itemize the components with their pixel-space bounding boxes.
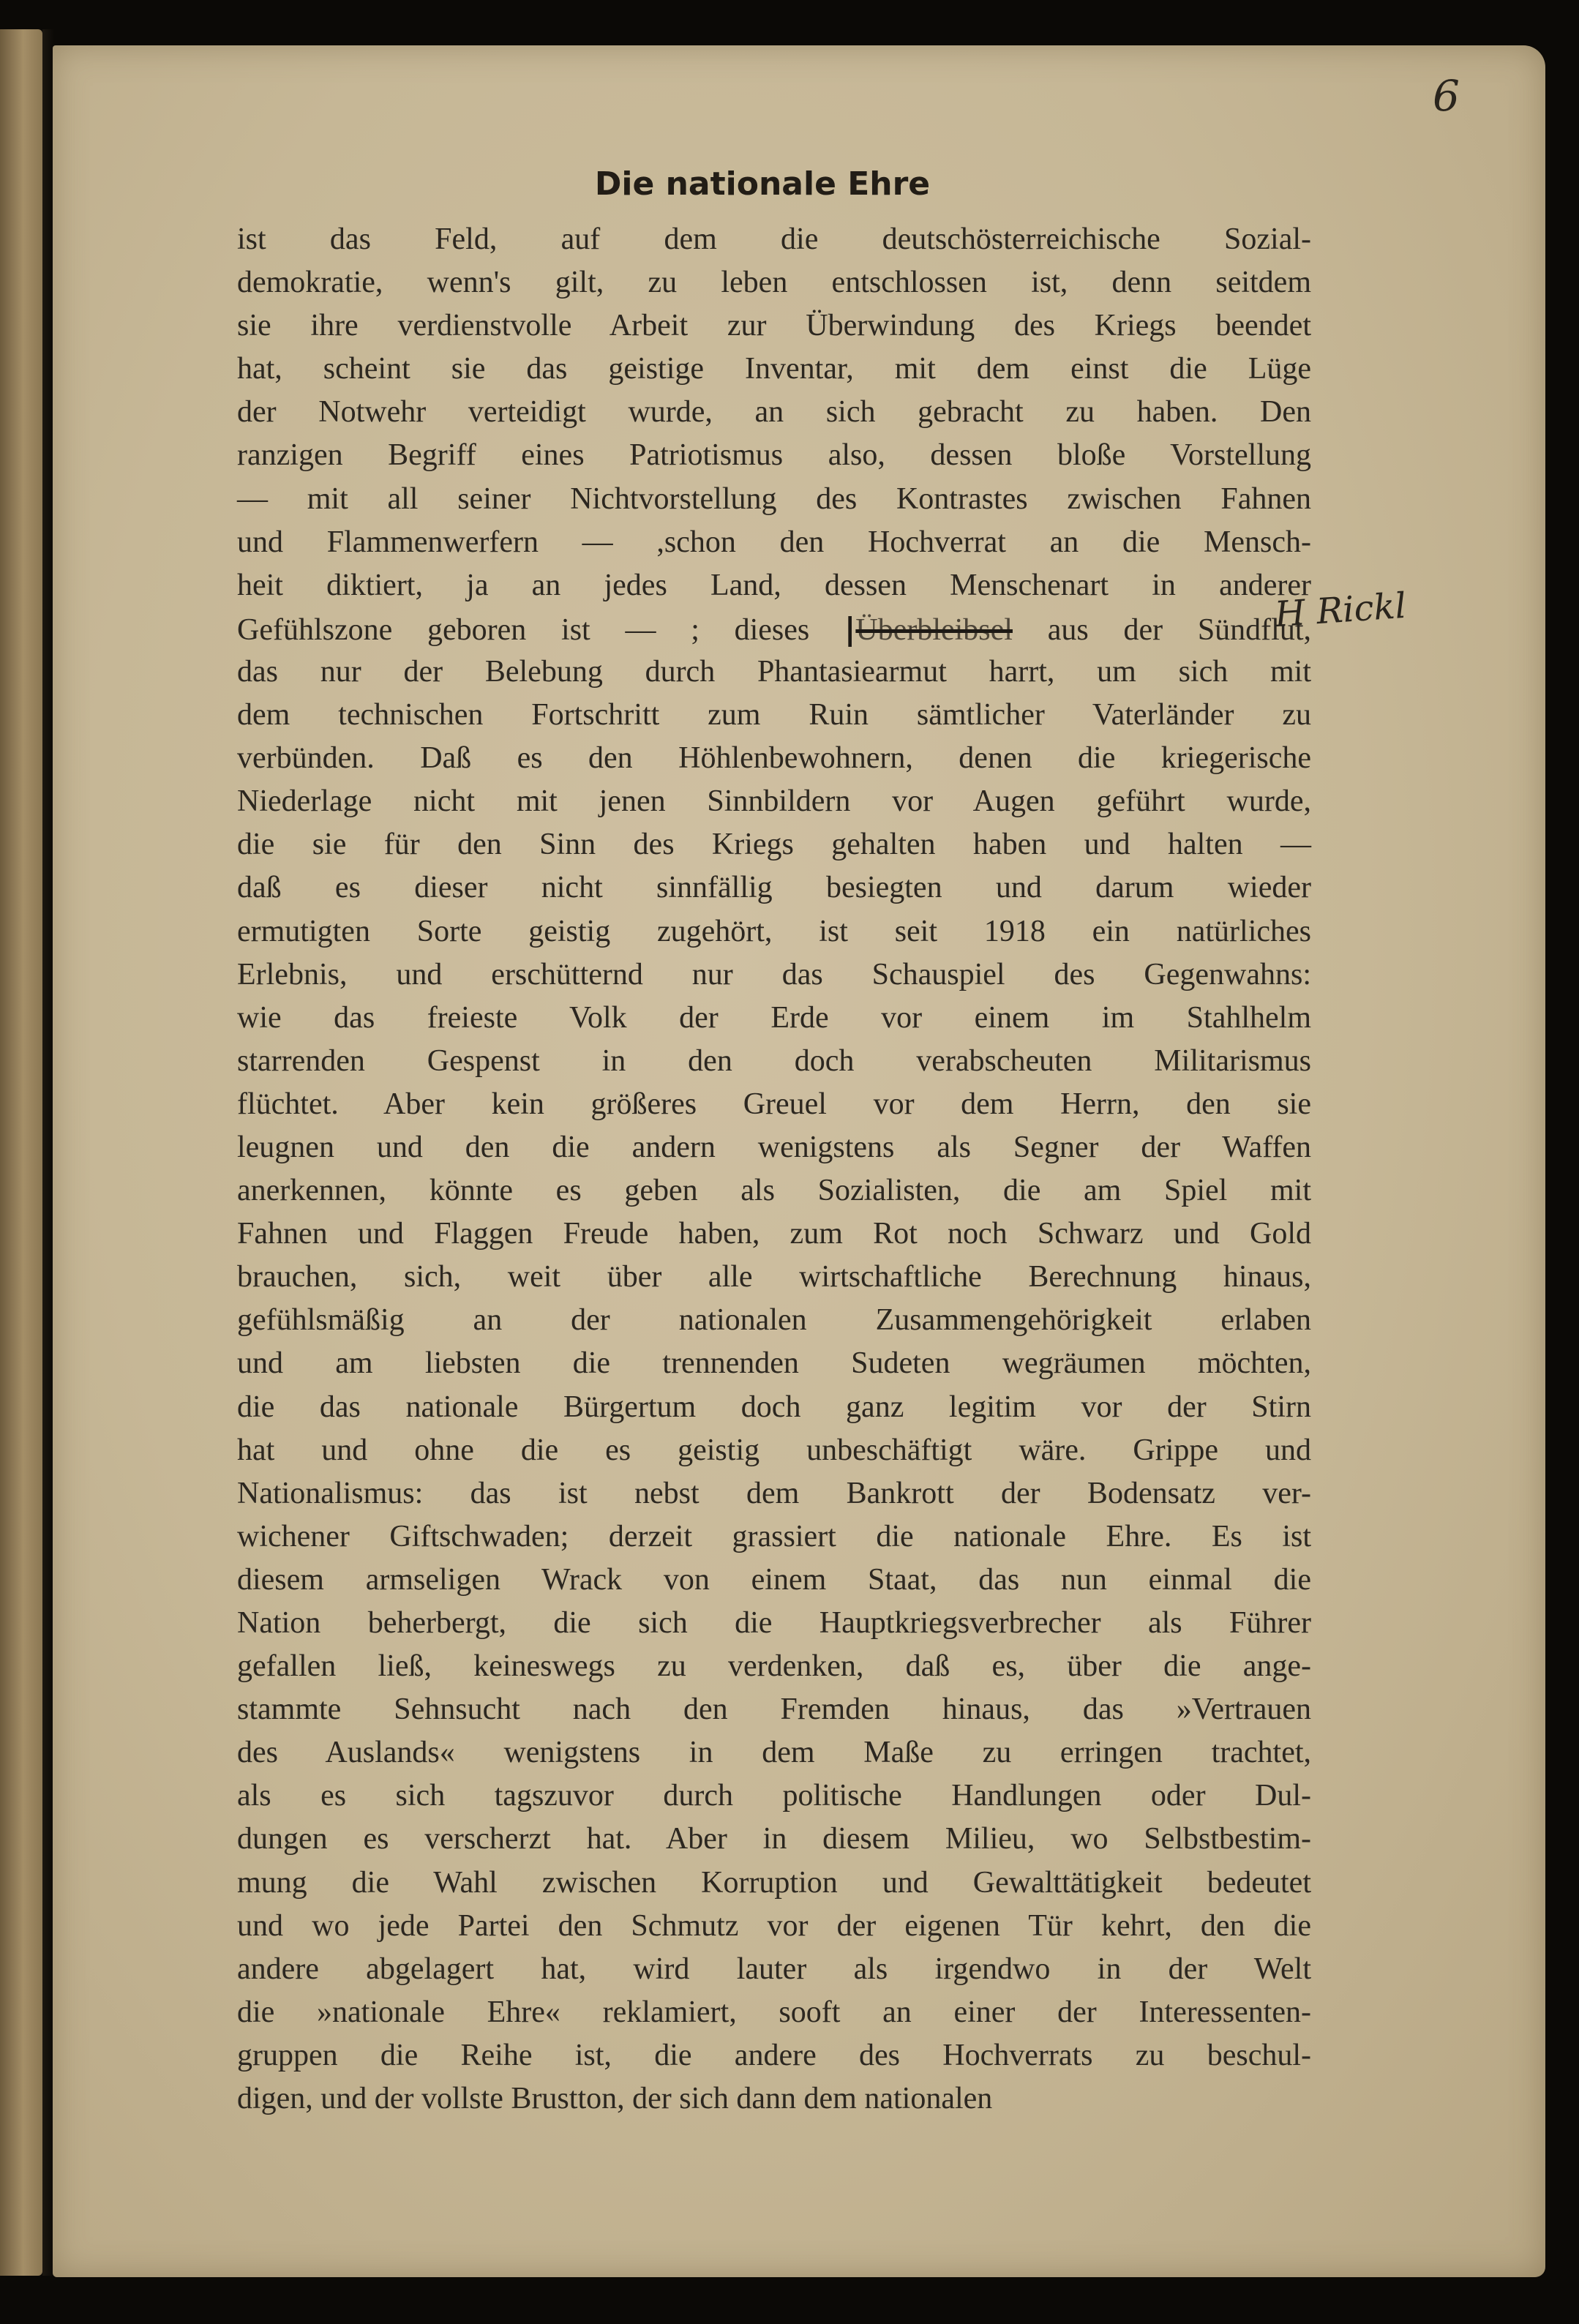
text-line: die sie für den Sinn des Kriegs gehalten haben und halten — [237, 828, 1311, 862]
text-line-with-correction [237, 607, 1311, 651]
text-line: Niederlage nicht mit jenen Sinnbildern vor Augen geführt wurde, [237, 784, 1311, 819]
line-text-after: aus der Sündflut, [1047, 612, 1311, 647]
text-line: stammte Sehnsucht nach den Fremden hinaus, das »Vertrauen [237, 1693, 1311, 1727]
text-line: demokratie, wenn's gilt, zu leben entschlossen ist, denn seitdem [237, 266, 1311, 300]
page-sheet [53, 45, 1545, 2277]
text-line: hat und ohne die es geistig unbeschäftigt wäre. Grippe und [237, 1433, 1311, 1467]
insertion-mark: | [844, 610, 856, 647]
page-heading: Die nationale Ehre [594, 165, 931, 203]
text-line: verbünden. Daß es den Höhlenbewohnern, denen die kriegerische [237, 741, 1311, 776]
text-line: diesem armseligen Wrack von einem Staat, das nun einmal die [237, 1562, 1311, 1597]
text-line: das nur der Belebung durch Phantasiearmut harrt, um sich mit [237, 654, 1311, 689]
text-line: ist das Feld, auf dem die deutschösterreichische Sozial- [237, 222, 1311, 256]
text-line: und wo jede Partei den Schmutz vor der eigenen Tür kehrt, den die [237, 1908, 1311, 1943]
line-text-before: Gefühlszone geboren ist — ; dieses [237, 612, 810, 647]
text-line: starrenden Gespenst in den doch verabscheuten Militarismus [237, 1043, 1311, 1078]
text-line: brauchen, sich, weit über alle wirtschaftliche Berechnung hinaus, [237, 1260, 1311, 1294]
handwritten-margin-note: H Rickl [1273, 585, 1408, 636]
text-line: daß es dieser nicht sinnfällig besiegten und darum wieder [237, 871, 1311, 905]
text-line: mung die Wahl zwischen Korruption und Gewalttätigkeit bedeutet [237, 1865, 1311, 1900]
body-text [237, 218, 1311, 2121]
text-line: leugnen und den die andern wenigstens als Segner der Waffen [237, 1130, 1311, 1164]
text-line: dem technischen Fortschritt zum Ruin sämtlicher Vaterländer zu [237, 698, 1311, 732]
text-line: gruppen die Reihe ist, die andere des Hochverrats zu beschul- [237, 2038, 1311, 2072]
text-line: Erlebnis, und erschütternd nur das Schauspiel des Gegenwahns: [237, 957, 1311, 992]
text-line: wie das freieste Volk der Erde vor einem im Stahlhelm [237, 1000, 1311, 1035]
text-line: hat, scheint sie das geistige Inventar, mit dem einst die Lüge [237, 352, 1311, 386]
text-line: ermutigten Sorte geistig zugehört, ist seit 1918 ein natürliches [237, 914, 1311, 948]
text-line: und am liebsten die trennenden Sudeten wegräumen möchten, [237, 1346, 1311, 1381]
previous-page-edge [0, 29, 42, 2276]
text-line: ranzigen Begriff eines Patriotismus also, dessen bloße Vorstellung [237, 438, 1311, 473]
text-line: sie ihre verdienstvolle Arbeit zur Überwindung des Kriegs beendet [237, 309, 1311, 343]
text-line: heit diktiert, ja an jedes Land, dessen Menschenart in anderer [237, 568, 1311, 602]
text-line: als es sich tagszuvor durch politische Handlungen oder Dul- [237, 1779, 1311, 1813]
text-line: die »nationale Ehre« reklamiert, sooft an einer der Interessenten- [237, 1995, 1311, 2029]
text-line: andere abgelagert hat, wird lauter als irgendwo in der Welt [237, 1952, 1311, 1986]
text-line: Nationalismus: das ist nebst dem Bankrott der Bodensatz ver- [237, 1476, 1311, 1510]
text-line: die das nationale Bürgertum doch ganz legitim vor der Stirn [237, 1390, 1311, 1424]
text-line: gefühlsmäßig an der nationalen Zusammengehörigkeit erlaben [237, 1303, 1311, 1338]
text-line: Fahnen und Flaggen Freude haben, zum Rot noch Schwarz und Gold [237, 1217, 1311, 1251]
text-line: der Notwehr verteidigt wurde, an sich gebracht zu haben. Den [237, 395, 1311, 430]
text-line: digen, und der vollste Brustton, der sich dann dem nationalen [237, 2082, 993, 2116]
text-line: gefallen ließ, keineswegs zu verdenken, daß es, über die ange- [237, 1649, 1311, 1684]
page-number: 6 [1433, 71, 1460, 121]
text-line: anerkennen, könnte es geben als Sozialisten, die am Spiel mit [237, 1174, 1311, 1208]
struck-through-word: Überbleibsel [855, 612, 1013, 647]
text-line: — mit all seiner Nichtvorstellung des Kontrastes zwischen Fahnen [237, 481, 1311, 516]
text-line: flüchtet. Aber kein größeres Greuel vor dem Herrn, den sie [237, 1087, 1311, 1121]
text-line: dungen es verscherzt hat. Aber in diesem Milieu, wo Selbstbestim- [237, 1822, 1311, 1856]
text-line: wichener Giftschwaden; derzeit grassiert die nationale Ehre. Es ist [237, 1519, 1311, 1553]
text-line: und Flammenwerfern — ,schon den Hochverrat an die Mensch- [237, 525, 1311, 559]
text-line: Nation beherbergt, die sich die Hauptkriegsverbrecher als Führer [237, 1606, 1311, 1640]
text-line: des Auslands« wenigstens in dem Maße zu erringen trachtet, [237, 1736, 1311, 1770]
